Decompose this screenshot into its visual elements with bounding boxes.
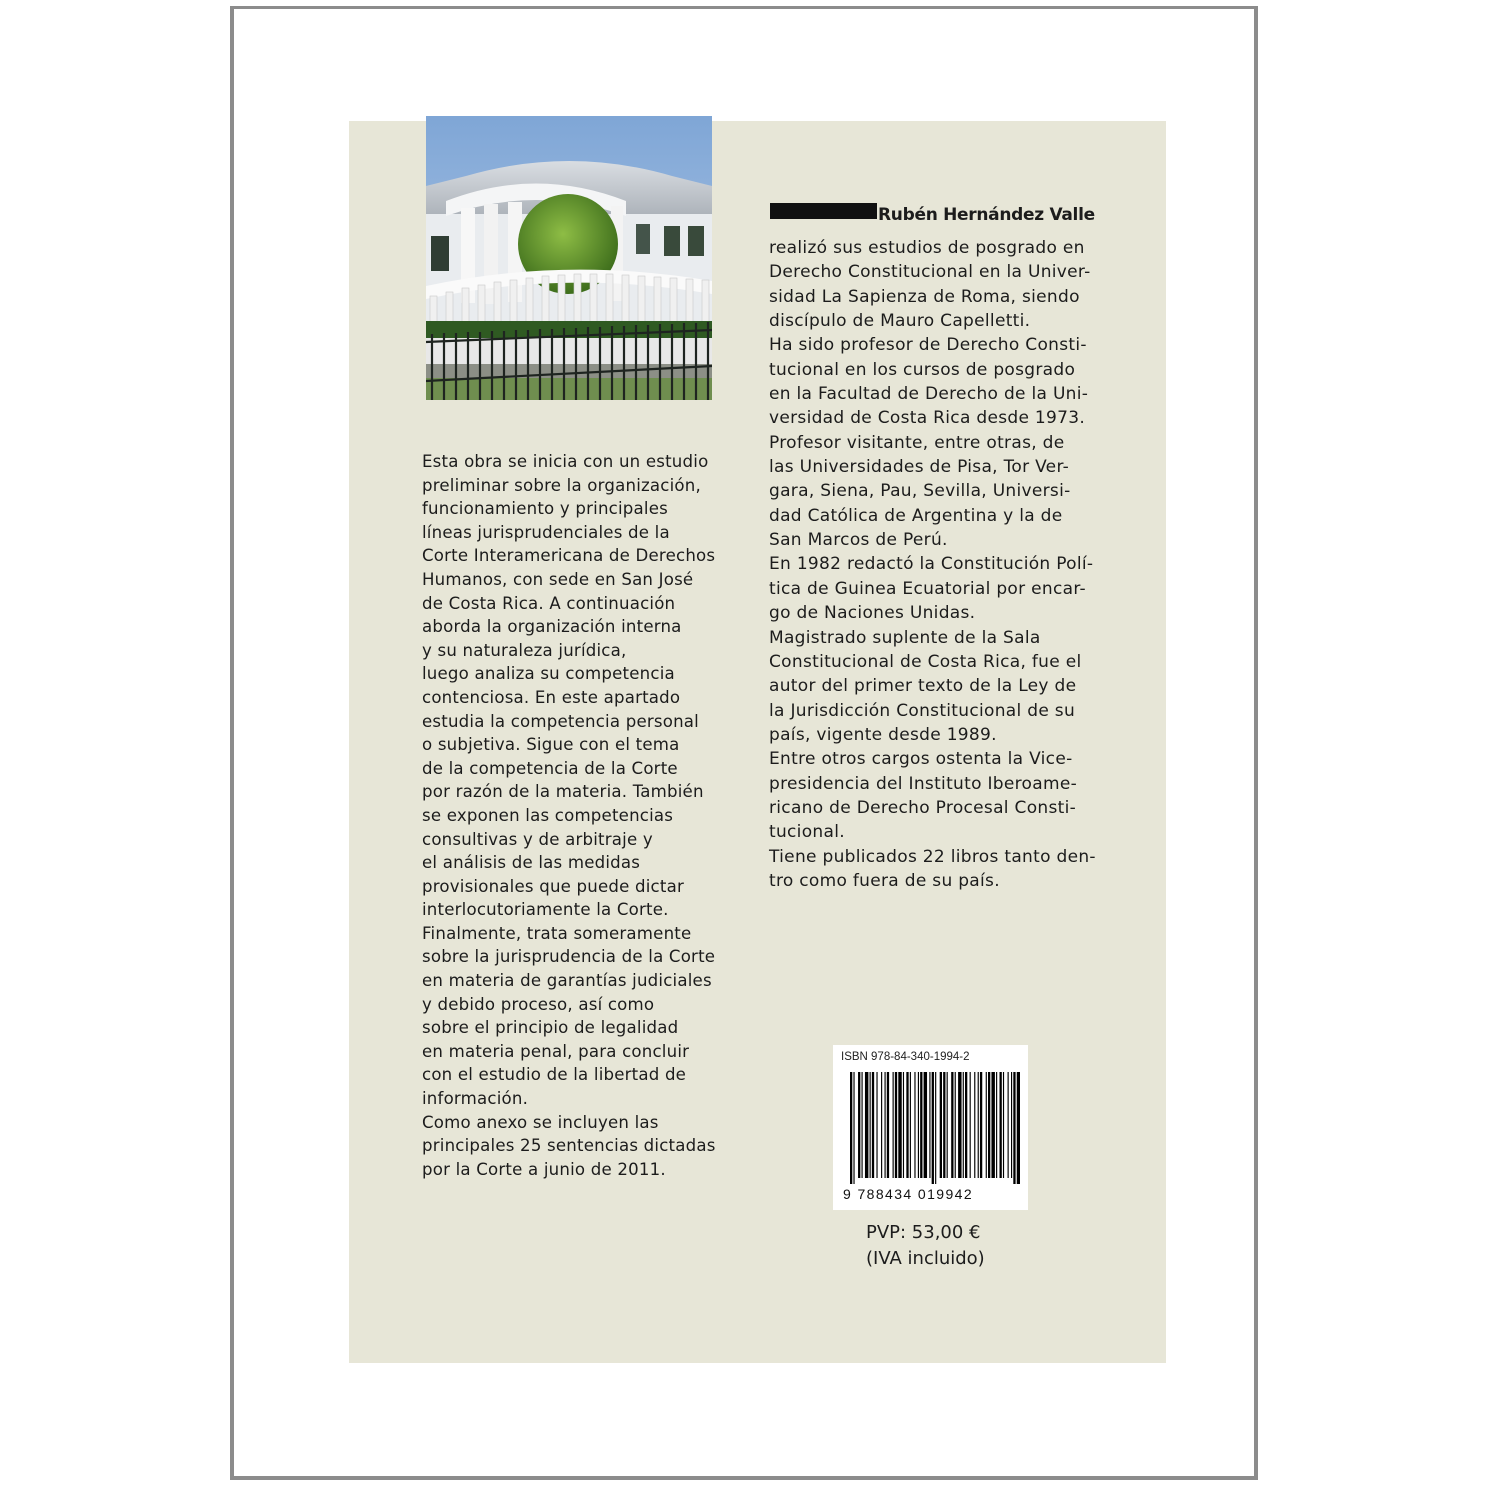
vat-note: (IVA incluido)	[866, 1248, 985, 1269]
price-label: PVP: 53,00 €	[866, 1222, 981, 1243]
isbn-text: ISBN 978-84-340-1994-2	[841, 1051, 970, 1063]
barcode-icon	[850, 1072, 1020, 1184]
barcode-digits: 9 788434 019942	[843, 1186, 973, 1202]
author-biography: realizó sus estudios de posgrado en Derecho Constitucional en la Univer- sidad La Sapienza de Roma, siendo discípulo de Mauro Capelletti. Ha sido profesor de Derecho Consti- tucional en los cursos de posgrado en la Facultad de Derecho de la Uni- versidad de Costa Rica desde 1973. Profesor visitante, entre otras, de las Universidades de Pisa, Tor Ver- gara, Siena, Pau, Sevilla, Universi- dad Católica de Argentina y la de San Marcos de Perú. En 1982 redactó la Constitución Polí- tica de Guinea Ecuatorial por encar- go de Naciones Unidas. Magistrado suplente de la Sala Constitucional de Costa Rica, fue el autor del primer texto de la Ley de la Jurisdicción Constitucional de su país, vigente desde 1989. Entre otros cargos ostenta la Vice- presidencia del Instituto Iberoame- ricano de Derecho Procesal Consti- tucional. Tiene publicados 22 libros tanto den- tro como fuera de su país.	[769, 238, 1096, 891]
author-accent-bar	[770, 203, 877, 219]
author-name: Rubén Hernández Valle	[878, 205, 1095, 225]
book-description: Esta obra se inicia con un estudio preliminar sobre la organización, funcionamiento y principales líneas jurisprudenciales de la Corte Interamericana de Derechos Humanos, con sede en San José de Costa Rica. A continuación aborda la organización interna y su naturaleza jurídica, luego analiza su competencia contenciosa. En este apartado estudia la competencia personal o subjetiva. Sigue con el tema de la competencia de la Corte por razón de la materia. También se exponen las competencias consultivas y de arbitraje y el análisis de las medidas provisionales que puede dictar interlocutoriamente la Corte. Finalmente, trata someramente sobre la jurisprudencia de la Corte en materia de garantías judiciales y debido proceso, así como sobre el principio de legalidad en materia penal, para concluir con el estudio de la libertad de información. Como anexo se incluyen las principales 25 sentencias dictadas por la Corte a junio de 2011.	[422, 452, 716, 1179]
building-photo-illustration	[426, 116, 712, 400]
cover-photo	[426, 116, 712, 400]
